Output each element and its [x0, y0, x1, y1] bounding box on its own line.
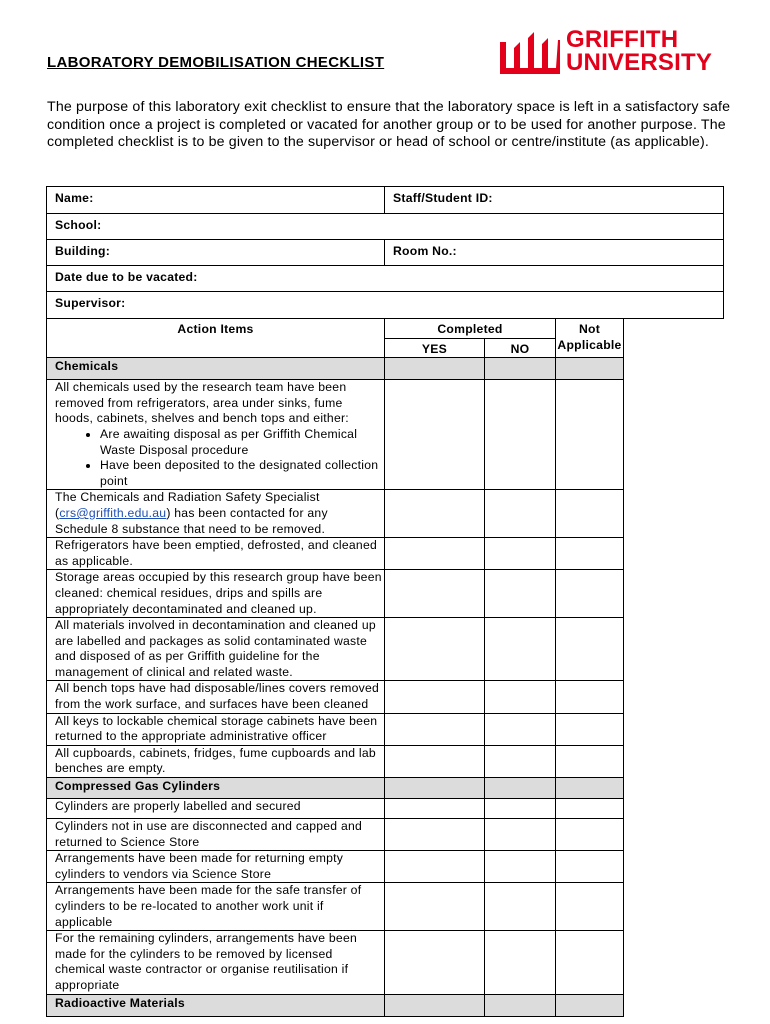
no-cell[interactable] [485, 819, 556, 851]
yes-cell[interactable] [385, 778, 485, 799]
item-text: ) has been contacted for any Schedule 8 substance that need to be removed. [55, 505, 328, 536]
no-cell[interactable] [485, 358, 556, 380]
na-cell[interactable] [556, 778, 624, 799]
room-field[interactable]: Room No.: [385, 240, 724, 266]
na-cell[interactable] [556, 358, 624, 380]
bullet-item: • Have been deposited to the designated collection point [100, 458, 384, 489]
supervisor-field[interactable]: Supervisor: [47, 292, 724, 319]
yes-cell[interactable] [385, 745, 485, 777]
checklist-item [47, 380, 385, 490]
yes-cell[interactable] [385, 538, 485, 570]
checklist-item: All keys to lockable chemical storage cabinets have been returned to the appropriate administrative officer [47, 713, 385, 745]
checklist-item: All materials involved in decontamination and cleaned up are labelled and packages as solid contaminated waste and disposed of as per Griffith guideline for the management of clinical and related waste. [47, 618, 385, 681]
na-cell[interactable] [556, 931, 624, 994]
no-cell[interactable] [485, 380, 556, 490]
no-cell[interactable] [485, 883, 556, 931]
yes-cell[interactable] [385, 618, 485, 681]
na-cell[interactable] [556, 538, 624, 570]
checklist-table [46, 186, 724, 1017]
yes-cell[interactable] [385, 799, 485, 819]
building-field[interactable]: Building: [47, 240, 385, 266]
yes-cell[interactable] [385, 851, 485, 883]
na-cell[interactable] [556, 745, 624, 777]
checklist-item: For the remaining cylinders, arrangements have been made for the cylinders to be removed by licensed chemical waste contractor or organise reutilisation if appropriate [47, 931, 385, 994]
na-cell[interactable] [556, 618, 624, 681]
na-cell[interactable] [556, 799, 624, 819]
section-radioactive: Radioactive Materials [47, 994, 385, 1016]
no-cell[interactable] [485, 490, 556, 538]
yes-header: YES [385, 338, 485, 358]
action-items-header: Action Items [47, 319, 385, 358]
school-field[interactable]: School: [47, 214, 724, 240]
na-cell[interactable] [556, 490, 624, 538]
checklist-item: All cupboards, cabinets, fridges, fume cupboards and lab benches are empty. [47, 745, 385, 777]
no-cell[interactable] [485, 713, 556, 745]
name-field[interactable]: Name: [47, 187, 385, 214]
section-compressed-gas: Compressed Gas Cylinders [47, 778, 385, 799]
no-cell[interactable] [485, 745, 556, 777]
na-cell[interactable] [556, 681, 624, 713]
not-applicable-header: Not Applicable [556, 319, 624, 358]
no-header: NO [485, 338, 556, 358]
checklist-item: Storage areas occupied by this research group have been cleaned: chemical residues, drips and spills are appropriately decontaminated and cleaned up. [47, 570, 385, 618]
yes-cell[interactable] [385, 994, 485, 1016]
item-text: All chemicals used by the research team have been removed from refrigerators, area under sinks, fume hoods, cabinets, shelves and bench tops and either: [55, 380, 349, 426]
yes-cell[interactable] [385, 490, 485, 538]
logo-line-2: UNIVERSITY [566, 49, 713, 76]
griffith-logo [498, 28, 743, 80]
na-cell[interactable] [556, 819, 624, 851]
yes-cell[interactable] [385, 931, 485, 994]
na-cell[interactable] [556, 883, 624, 931]
no-cell[interactable] [485, 931, 556, 994]
logo-line-1: GRIFFITH [566, 26, 679, 53]
date-vacated-field[interactable]: Date due to be vacated: [47, 266, 724, 292]
crs-email-link[interactable]: crs@griffith.edu.au [59, 505, 167, 520]
section-chemicals: Chemicals [47, 358, 385, 380]
checklist-item: Arrangements have been made for returning empty cylinders to vendors via Science Store [47, 851, 385, 883]
no-cell[interactable] [485, 994, 556, 1016]
yes-cell[interactable] [385, 819, 485, 851]
staff-id-field[interactable]: Staff/Student ID: [385, 187, 724, 214]
checklist-item: All bench tops have had disposable/lines covers removed from the work surface, and surfaces have been cleaned [47, 681, 385, 713]
na-cell[interactable] [556, 380, 624, 490]
bullet-item: • Are awaiting disposal as per Griffith Chemical Waste Disposal procedure [100, 427, 384, 458]
completed-header: Completed [385, 319, 556, 339]
checklist-item: Refrigerators have been emptied, defrosted, and cleaned as applicable. [47, 538, 385, 570]
no-cell[interactable] [485, 851, 556, 883]
griffith-flame-icon [498, 28, 560, 78]
no-cell[interactable] [485, 799, 556, 819]
no-cell[interactable] [485, 618, 556, 681]
na-cell[interactable] [556, 851, 624, 883]
item-text: The Chemicals and Radiation Safety Specialist ( [55, 490, 320, 520]
no-cell[interactable] [485, 570, 556, 618]
yes-cell[interactable] [385, 358, 485, 380]
na-cell[interactable] [556, 994, 624, 1016]
no-cell[interactable] [485, 681, 556, 713]
checklist-item [47, 490, 385, 538]
page-title: LABORATORY DEMOBILISATION CHECKLIST [47, 54, 385, 71]
yes-cell[interactable] [385, 681, 485, 713]
yes-cell[interactable] [385, 883, 485, 931]
checklist-item: Cylinders not in use are disconnected and capped and returned to Science Store [47, 819, 385, 851]
checklist-item: Cylinders are properly labelled and secured [47, 799, 385, 819]
na-cell[interactable] [556, 713, 624, 745]
no-cell[interactable] [485, 778, 556, 799]
intro-paragraph: The purpose of this laboratory exit checklist to ensure that the laboratory space is left in a satisfactory safe condition once a project is completed or vacated for another group or to be used for another purpose. The completed checklist is to be given to the supervisor or head of school or centre/institute (as applicable). [47, 99, 731, 151]
yes-cell[interactable] [385, 570, 485, 618]
na-cell[interactable] [556, 570, 624, 618]
yes-cell[interactable] [385, 713, 485, 745]
yes-cell[interactable] [385, 380, 485, 490]
no-cell[interactable] [485, 538, 556, 570]
checklist-item: Arrangements have been made for the safe transfer of cylinders to be re-located to another work unit if applicable [47, 883, 385, 931]
